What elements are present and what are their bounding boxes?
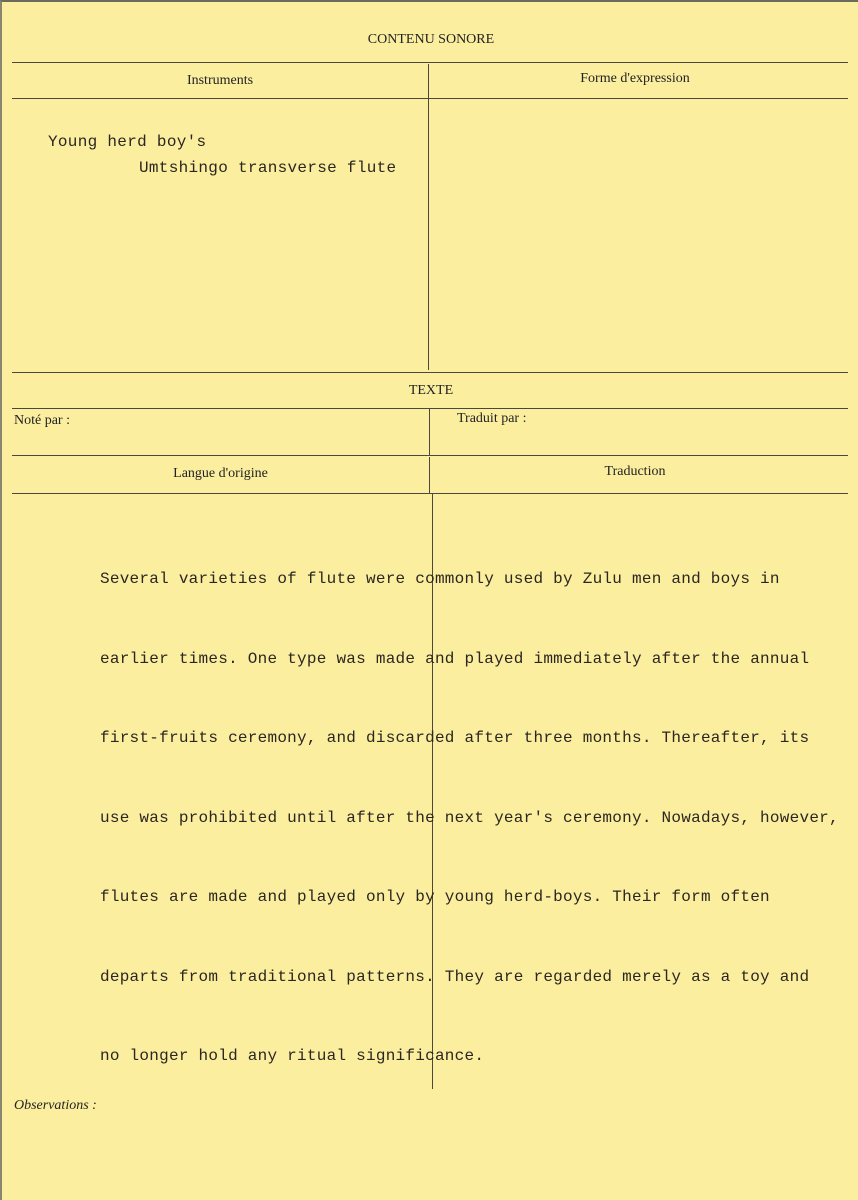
noted-by-label: Noté par : [14, 413, 70, 428]
rule-sound-divider [428, 64, 429, 370]
sound-content-title: CONTENU SONORE [367, 32, 495, 47]
rule-language-divider [429, 457, 430, 493]
description-line: flutes are made and played only by young herd-boys. Their form often [100, 888, 770, 906]
description-line: no longer hold any ritual significance. [100, 1047, 485, 1065]
origin-language-header: Langue d'origine [173, 466, 268, 481]
rule-language-bottom [12, 493, 848, 494]
description-text [100, 513, 839, 1123]
description-line: first-fruits ceremony, and discarded after three months. Thereafter, its [100, 729, 810, 747]
rule-text-top [12, 408, 848, 409]
rule-noted-divider [429, 409, 430, 455]
translated-by-label: Traduit par : [457, 411, 527, 426]
rule-sound-top [12, 62, 848, 63]
translation-header: Traduction [604, 464, 666, 479]
rule-sound-bottom [12, 372, 848, 373]
instruments-header: Instruments [186, 73, 254, 88]
description-line: Several varieties of flute were commonly used by Zulu men and boys in [100, 570, 780, 588]
rule-noted-bottom [12, 455, 848, 456]
instrument-line-1: Young herd boy's [48, 133, 207, 151]
instrument-line-2: Umtshingo transverse flute [139, 159, 397, 177]
text-section-title: TEXTE [408, 383, 454, 398]
description-line: earlier times. One type was made and played immediately after the annual [100, 649, 810, 668]
expression-form-header: Forme d'expression [580, 71, 690, 86]
description-line: use was prohibited until after the next year's ceremony. Nowadays, however, [100, 808, 839, 827]
rule-sound-header-bottom [12, 98, 848, 99]
description-line: departs from traditional patterns. They are regarded merely as a toy and [100, 967, 810, 986]
observations-label: Observations : [14, 1098, 97, 1113]
